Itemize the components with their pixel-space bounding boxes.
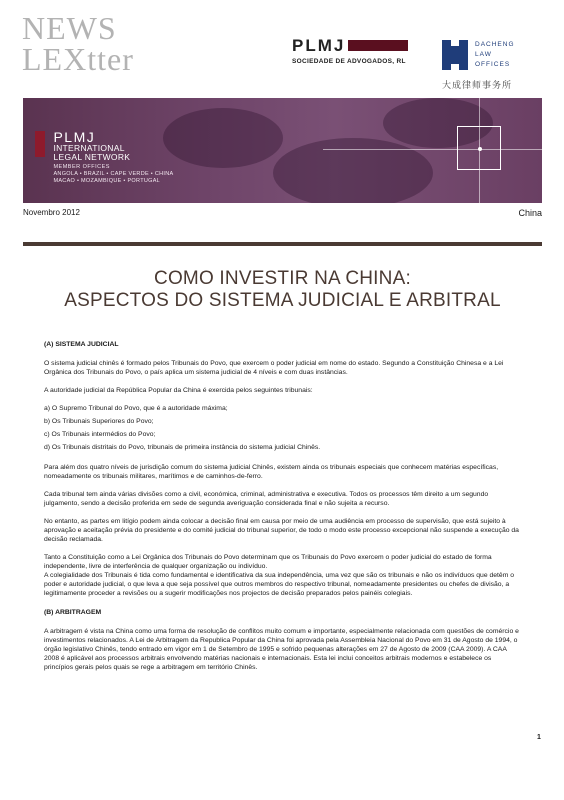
paragraph: A arbitragem é vista na China como uma forma de resolução de conflitos muito comum e importante, especialmente relacionada com questões de comércio e investimentos relacionados. A Lei de Arbitragem da Republica Popular da China foi aprovada pela Assembleia Nacional do Povo em 31 de Agosto de 1994, o órgão legislativo Chinês, tendo entrado em vigor em 1 de Setembro de 1995 e sofrido pequenas alterações em 27 de Agosto de 2009 (CAA 2009). A CAA 2008 é aplicável aos processos arbitrais envolvendo matérias nacionais e internacionais. Esta lei inclui conceitos arbitrais modernos e estabelece os princípios gerais pelos quais se rege a arbitragem em território Chinês. [44,628,519,671]
paragraph: Cada tribunal tem ainda várias divisões como a civil, económica, criminal, administrativa e executiva. Todos os processos têm direito a um segundo julgamento, sendo a decisão proferida em sede de segunda averiguação considerada final e não sujeita a recurso. [44,491,489,507]
member-offices-label: MEMBER OFFICES [53,164,110,170]
article-body [44,340,520,681]
list-item: b) Os Tribunais Superiores do Povo; [44,418,154,425]
paragraph: O sistema judicial chinês é formado pelos Tribunais do Povo, que exercem o poder judicial em nome do estado. Segundo a Constituição Chinesa e a Lei Orgânica dos Tribunais do Povo, o país aplica um sistema judicial de 4 níveis e com duas instâncias. [44,360,504,376]
dacheng-line3: OFFICES [475,61,511,68]
dacheng-line1: DACHENG [475,41,515,48]
plmj-logo [292,37,408,65]
network-line2: LEGAL NETWORK [53,152,131,162]
newsletter-title-line1: NEWS [22,10,117,46]
section-heading-judicial: (A) SISTEMA JUDICIAL [44,341,119,348]
page-number: 1 [537,734,541,741]
network-logo [35,130,173,185]
newsletter-title-line2: LEXtter [22,41,134,77]
paragraph: No entanto, as partes em litígio podem ainda colocar a decisão final em causa por meio de uma audiência em processo de supervisão, que está sujeito à aprovação e aceitação prévia do presidente e do comité judicial do tribunal superior, de todo o modo este processo excepcional não suspende a execução da decisão reclamada. [44,518,519,543]
countries-line2: MACAO • MOZAMBIQUE • PORTUGAL [53,178,161,184]
dacheng-logo-mark [442,40,468,70]
document-title-line2: ASPECTOS DO SISTEMA JUDICIAL E ARBITRAL [64,290,501,311]
network-banner [23,98,542,203]
dacheng-logo-text [475,40,515,70]
document-title-line1: COMO INVESTIR NA CHINA: [154,268,411,289]
newsletter-title [22,12,134,75]
countries-line1: ANGOLA • BRAZIL • CAPE VERDE • CHINA [53,171,174,177]
section-heading-arbitration: (B) ARBITRAGEM [44,609,102,616]
issue-info [23,208,542,220]
issue-country: China [518,208,542,218]
paragraph: Tanto a Constituição como a Lei Orgânica dos Tribunais do Povo determinam que os Tribunais do Povo exercem o poder judicial do estado de forma independente, livre de interferência de qualquer organização ou indivíduo. [44,554,492,570]
map-landmass [163,108,283,168]
list-item: c) Os Tribunais intermédios do Povo; [44,431,156,438]
banner-crosshair-h [323,149,542,150]
network-line1: INTERNATIONAL [53,143,125,153]
dacheng-chinese-name: 大成律师事务所 [442,81,513,91]
header-divider [23,242,542,246]
dacheng-line2: LAW [475,51,492,58]
network-logo-name: PLMJ [53,129,96,145]
paragraph: A autoridade judicial da República Popular da China é exercida pelos seguintes tribunais: [44,387,313,394]
map-landmass [273,138,433,203]
issue-date: Novembro 2012 [23,208,80,217]
courts-list [44,404,520,452]
dacheng-logo [442,40,554,92]
list-item: a) O Supremo Tribunal do Povo, que é a autoridade máxima; [44,405,228,412]
list-item: d) Os Tribunais distritais do Povo, tribunais de primeira instância do sistema judicial Chinês. [44,444,321,451]
document-title [23,268,542,312]
plmj-logo-bar [348,40,408,51]
plmj-logo-tagline: SOCIEDADE DE ADVOGADOS, RL [292,58,406,65]
banner-focus-dot [478,147,482,151]
paragraph: A colegialidade dos Tribunais é tida como fundamental e identificativa da sua independência, uma vez que são os tribunais e não os indivíduos que detêm o poder e autoridade judicial, o que leva a que seja possível que outros membros do respectivo tribunal, nomeadamente presidentes ou chefes de divisão, a legitimamente proceder a revisões ou a sugerir modificações nos projectos de decisão preparados pelos painéis colegiais. [44,572,515,597]
masthead [0,0,564,100]
network-logo-mark [35,131,45,157]
plmj-logo-name: PLMJ [292,36,346,55]
paragraph: Para além dos quatro níveis de jurisdição comum do sistema judicial Chinês, existem ainda os tribunais especiais que conhecem matérias específicas, nomeadamente os tribunais militares, marítimos e de caminhos-de-ferro. [44,464,499,480]
